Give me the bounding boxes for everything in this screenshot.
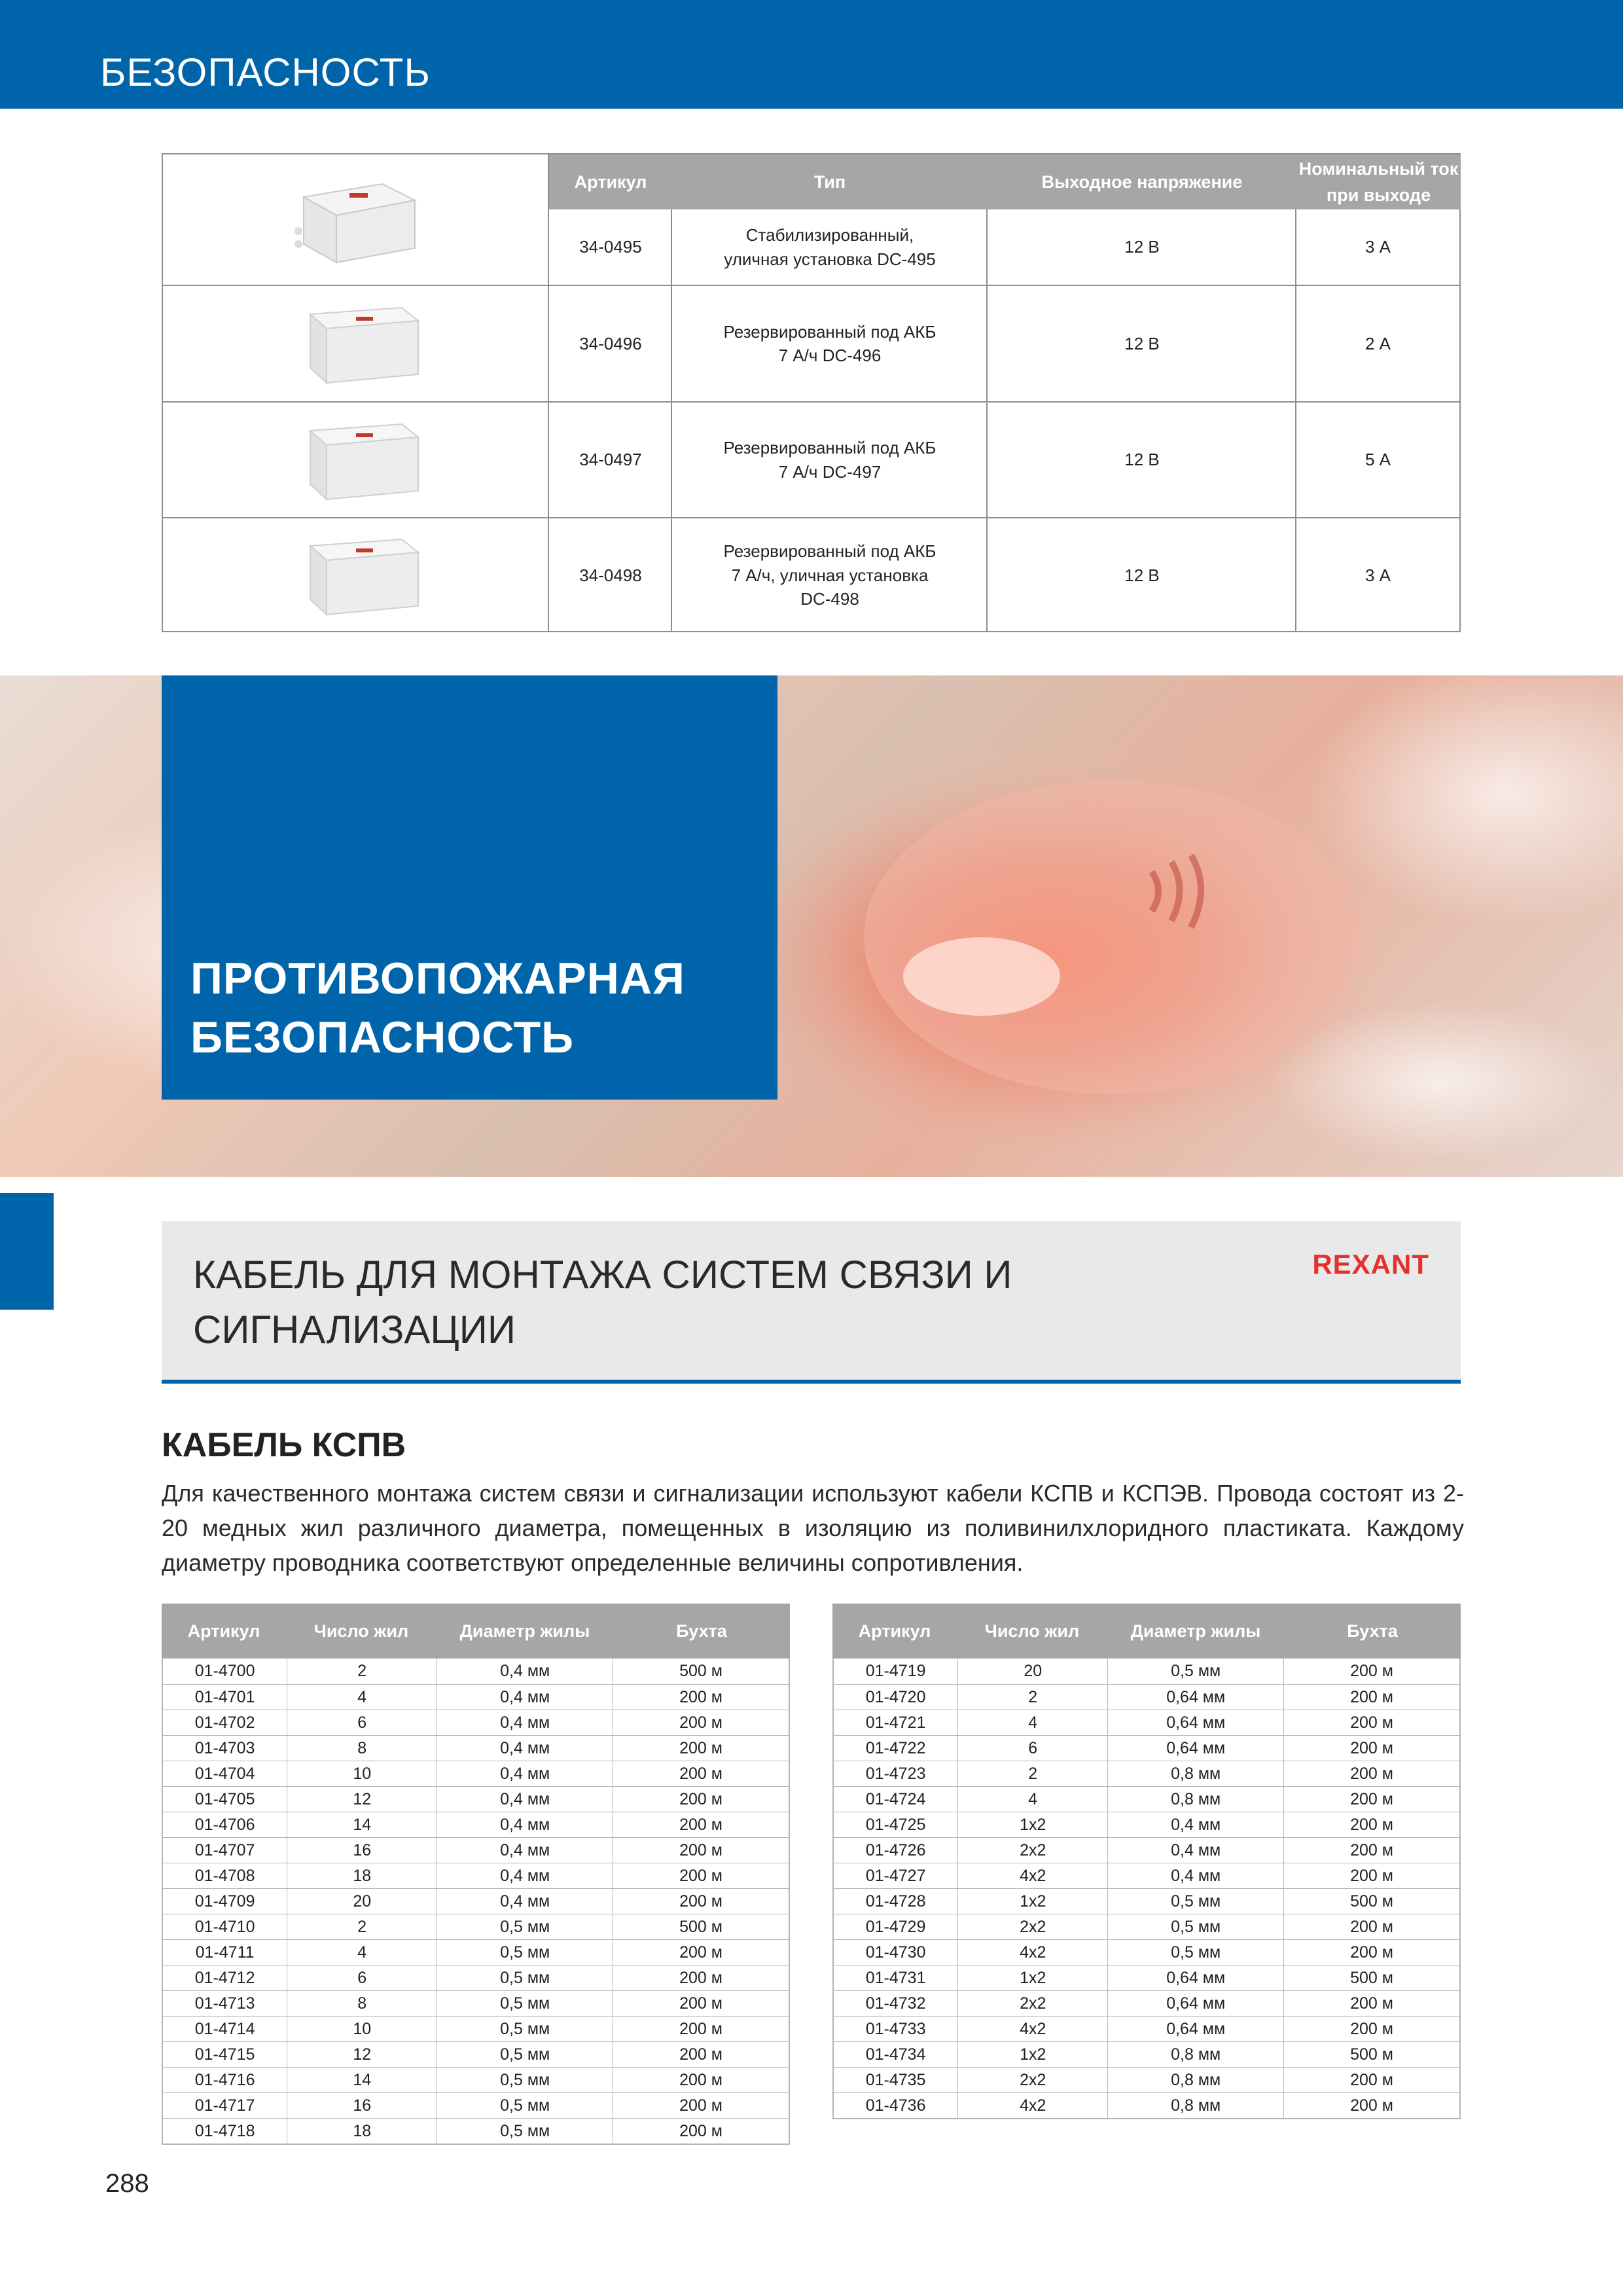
power-box-icon [277, 411, 435, 509]
product-image [163, 286, 549, 401]
cores-cell: 8 [287, 1736, 437, 1761]
article-cell: 01-4723 [865, 1764, 926, 1783]
cable-row [834, 1735, 1459, 1761]
cable-row [163, 2016, 789, 2041]
header-current: Номинальный ток при выходе [1298, 158, 1459, 205]
cores-cell: 14 [287, 1812, 437, 1837]
coil-cell: 500 м [613, 1914, 789, 1939]
article-cell: 01-4722 [865, 1738, 926, 1757]
coil-cell: 200 м [1283, 1659, 1459, 1684]
current-cell: 2 А [1364, 333, 1391, 353]
type-cell: Резервированный под АКБ 7 А/ч DC-496 [723, 321, 936, 365]
cable-row [834, 1684, 1459, 1710]
cores-cell: 4x2 [957, 1863, 1107, 1888]
article-cell: 01-4728 [865, 1892, 926, 1910]
cable-row [834, 2041, 1459, 2067]
cable-row [163, 2067, 789, 2092]
cores-cell: 4x2 [957, 2017, 1107, 2041]
cores-cell: 2x2 [957, 1991, 1107, 2016]
voltage-cell: 12 В [1124, 333, 1160, 353]
article-cell: 01-4729 [865, 1917, 926, 1936]
cores-cell: 14 [287, 2068, 437, 2092]
banner-title: ПРОТИВОПОЖАРНАЯ БЕЗОПАСНОСТЬ [190, 954, 685, 1063]
coil-cell: 200 м [1283, 1761, 1459, 1786]
cores-cell: 4 [287, 1940, 437, 1965]
coil-cell: 200 м [613, 2042, 789, 2067]
article-cell: 01-4730 [865, 1943, 926, 1962]
cable-row [834, 1786, 1459, 1812]
coil-cell: 200 м [613, 1761, 789, 1786]
header-article: Артикул [574, 171, 647, 192]
cores-cell: 4 [957, 1787, 1107, 1812]
power-box-icon [277, 295, 435, 393]
cores-cell: 2 [957, 1761, 1107, 1786]
cable-row [834, 2067, 1459, 2092]
cores-cell: 1x2 [957, 2042, 1107, 2067]
cable-table-right-header [832, 1604, 1461, 1659]
coil-cell: 200 м [613, 1889, 789, 1914]
cable-row [834, 1965, 1459, 1990]
cable-row [163, 1684, 789, 1710]
coil-cell: 200 м [613, 2119, 789, 2144]
header-type: Тип [813, 171, 846, 192]
diameter-cell: 0,5 мм [1107, 1889, 1283, 1914]
article-cell: 34-0498 [579, 565, 642, 585]
coil-cell: 200 м [613, 1787, 789, 1812]
cores-cell: 18 [287, 1863, 437, 1888]
diameter-cell: 0,8 мм [1107, 2068, 1283, 2092]
coil-cell: 200 м [613, 1736, 789, 1761]
diameter-cell: 0,8 мм [1107, 2042, 1283, 2067]
type-cell: Стабилизированный, уличная установка DC-495 [724, 225, 936, 269]
diameter-cell: 0,5 мм [437, 2068, 613, 2092]
cable-row [163, 1761, 789, 1786]
cable-row [834, 1863, 1459, 1888]
cable-row [834, 2016, 1459, 2041]
coil-cell: 200 м [613, 1812, 789, 1837]
coil-cell: 200 м [613, 1991, 789, 2016]
article-cell: 01-4718 [194, 2121, 255, 2140]
diameter-cell: 0,5 мм [437, 2119, 613, 2144]
coil-cell: 200 м [1283, 1863, 1459, 1888]
type-cell: Резервированный под АКБ 7 А/ч DC-497 [723, 438, 936, 482]
diameter-cell: 0,5 мм [437, 2093, 613, 2118]
cable-row [163, 1863, 789, 1888]
cores-cell: 4 [287, 1685, 437, 1710]
cable-table-left-header [162, 1604, 790, 1659]
cable-table-left-body [162, 1659, 790, 2145]
cable-row [163, 1735, 789, 1761]
coil-cell: 500 м [1283, 1965, 1459, 1990]
article-cell: 34-0497 [579, 450, 642, 470]
article-cell: 01-4720 [865, 1687, 926, 1706]
diameter-cell: 0,4 мм [437, 1685, 613, 1710]
cores-cell: 8 [287, 1991, 437, 2016]
header-diameter: Диаметр жилы [1130, 1621, 1261, 1641]
product-row [163, 517, 1459, 632]
type-cell: Резервированный под АКБ 7 А/ч, уличная установка DC-498 [723, 541, 936, 609]
article-cell: 01-4702 [194, 1713, 255, 1732]
header-coil: Бухта [1347, 1621, 1398, 1641]
voltage-cell: 12 В [1124, 237, 1160, 257]
cable-row [834, 2092, 1459, 2118]
cable-row [163, 1786, 789, 1812]
article-cell: 01-4725 [865, 1815, 926, 1834]
header-cores: Число жил [984, 1621, 1080, 1641]
current-cell: 3 А [1364, 237, 1391, 257]
side-tab-marker [0, 1193, 54, 1310]
diameter-cell: 0,5 мм [437, 1914, 613, 1939]
diameter-cell: 0,5 мм [437, 1991, 613, 2016]
diameter-cell: 0,5 мм [1107, 1914, 1283, 1939]
diameter-cell: 0,5 мм [1107, 1940, 1283, 1965]
diameter-cell: 0,64 мм [1107, 2017, 1283, 2041]
cores-cell: 4 [957, 1710, 1107, 1735]
coil-cell: 200 м [613, 1965, 789, 1990]
product-image [163, 518, 549, 632]
cores-cell: 20 [287, 1889, 437, 1914]
article-cell: 01-4735 [865, 2070, 926, 2089]
cable-row [163, 1837, 789, 1863]
coil-cell: 200 м [613, 1685, 789, 1710]
coil-cell: 200 м [1283, 1685, 1459, 1710]
current-cell: 3 А [1364, 565, 1391, 585]
coil-cell: 200 м [613, 1838, 789, 1863]
article-cell: 01-4709 [194, 1892, 255, 1910]
article-cell: 01-4727 [865, 1866, 926, 1885]
cable-row [163, 1812, 789, 1837]
article-heading: КАБЕЛЬ КСПВ [162, 1426, 406, 1464]
diameter-cell: 0,64 мм [1107, 1710, 1283, 1735]
diameter-cell: 0,64 мм [1107, 1965, 1283, 1990]
cores-cell: 1x2 [957, 1812, 1107, 1837]
cable-table-right-body [832, 1659, 1461, 2119]
cores-cell: 10 [287, 2017, 437, 2041]
article-cell: 01-4708 [194, 1866, 255, 1885]
article-cell: 01-4717 [194, 2096, 255, 2115]
cable-row [163, 2092, 789, 2118]
article-cell: 01-4731 [865, 1968, 926, 1987]
product-image [163, 403, 549, 517]
cable-row [834, 1761, 1459, 1786]
cores-cell: 2 [287, 1914, 437, 1939]
cable-row [163, 1710, 789, 1735]
coil-cell: 200 м [1283, 1787, 1459, 1812]
header-voltage: Выходное напряжение [1041, 171, 1243, 192]
diameter-cell: 0,4 мм [437, 1710, 613, 1735]
diameter-cell: 0,5 мм [437, 1965, 613, 1990]
cores-cell: 6 [957, 1736, 1107, 1761]
article-cell: 01-4713 [194, 1994, 255, 2013]
cable-row [834, 1710, 1459, 1735]
diameter-cell: 0,64 мм [1107, 1736, 1283, 1761]
cable-row [834, 1939, 1459, 1965]
fire-safety-banner [0, 675, 1623, 1177]
cores-cell: 2 [957, 1685, 1107, 1710]
article-cell: 01-4714 [194, 2019, 255, 2038]
article-cell: 34-0496 [579, 333, 642, 353]
coil-cell: 500 м [1283, 2042, 1459, 2067]
cores-cell: 16 [287, 2093, 437, 2118]
coil-cell: 200 м [613, 2093, 789, 2118]
cores-cell: 12 [287, 1787, 437, 1812]
diameter-cell: 0,4 мм [437, 1863, 613, 1888]
coil-cell: 200 м [1283, 2068, 1459, 2092]
cores-cell: 6 [287, 1710, 437, 1735]
header-cores: Число жил [313, 1621, 409, 1641]
article-cell: 01-4705 [194, 1789, 255, 1808]
header-article: Артикул [187, 1621, 260, 1641]
coil-cell: 200 м [1283, 2017, 1459, 2041]
article-cell: 01-4721 [865, 1713, 926, 1732]
coil-cell: 200 м [1283, 1914, 1459, 1939]
coil-cell: 500 м [613, 1659, 789, 1684]
diameter-cell: 0,8 мм [1107, 2093, 1283, 2118]
product-table [162, 153, 1461, 632]
cores-cell: 4x2 [957, 1940, 1107, 1965]
cores-cell: 4x2 [957, 2093, 1107, 2118]
current-cell: 5 А [1364, 450, 1391, 470]
diameter-cell: 0,5 мм [437, 2017, 613, 2041]
diameter-cell: 0,4 мм [437, 1761, 613, 1786]
cable-row [163, 1990, 789, 2016]
coil-cell: 200 м [613, 1863, 789, 1888]
diameter-cell: 0,4 мм [1107, 1812, 1283, 1837]
diameter-cell: 0,64 мм [1107, 1991, 1283, 2016]
section-header [162, 1221, 1461, 1384]
coil-cell: 200 м [1283, 2093, 1459, 2118]
cable-row [834, 1837, 1459, 1863]
article-cell: 01-4736 [865, 2096, 926, 2115]
product-row [163, 285, 1459, 401]
article-cell: 01-4715 [194, 2045, 255, 2064]
cable-row [163, 1888, 789, 1914]
diameter-cell: 0,4 мм [437, 1659, 613, 1684]
product-row [163, 401, 1459, 517]
diameter-cell: 0,64 мм [1107, 1685, 1283, 1710]
cores-cell: 10 [287, 1761, 437, 1786]
cable-row [163, 1965, 789, 1990]
cable-row [163, 1659, 789, 1684]
article-cell: 01-4726 [865, 1840, 926, 1859]
article-cell: 01-4707 [194, 1840, 255, 1859]
article-cell: 01-4710 [194, 1917, 255, 1936]
article-cell: 01-4703 [194, 1738, 255, 1757]
cable-row [163, 1914, 789, 1939]
diameter-cell: 0,8 мм [1107, 1787, 1283, 1812]
article-cell: 01-4704 [194, 1764, 255, 1783]
cable-row [834, 1914, 1459, 1939]
cores-cell: 2 [287, 1659, 437, 1684]
article-cell: 01-4732 [865, 1994, 926, 2013]
header-article: Артикул [858, 1621, 931, 1641]
rexant-logo: REXANT [1312, 1249, 1429, 1280]
diameter-cell: 0,5 мм [437, 2042, 613, 2067]
article-cell: 01-4734 [865, 2045, 926, 2064]
coil-cell: 200 м [613, 2017, 789, 2041]
product-table-header [549, 154, 1461, 209]
header-coil: Бухта [676, 1621, 727, 1641]
coil-cell: 200 м [1283, 1991, 1459, 2016]
coil-cell: 200 м [1283, 1940, 1459, 1965]
cores-cell: 2x2 [957, 1838, 1107, 1863]
article-cell: 01-4719 [865, 1662, 926, 1680]
diameter-cell: 0,4 мм [437, 1787, 613, 1812]
diameter-cell: 0,8 мм [1107, 1761, 1283, 1786]
coil-cell: 200 м [613, 2068, 789, 2092]
diameter-cell: 0,5 мм [1107, 1659, 1283, 1684]
diameter-cell: 0,4 мм [437, 1736, 613, 1761]
cable-row [834, 1812, 1459, 1837]
cores-cell: 6 [287, 1965, 437, 1990]
cable-table-left [162, 1604, 790, 2145]
power-box-icon [277, 526, 435, 624]
article-cell: 01-4733 [865, 2019, 926, 2038]
cable-row [834, 1888, 1459, 1914]
cores-cell: 1x2 [957, 1965, 1107, 1990]
article-cell: 01-4701 [194, 1687, 255, 1706]
diameter-cell: 0,4 мм [1107, 1838, 1283, 1863]
page-number: 288 [105, 2169, 149, 2198]
cores-cell: 1x2 [957, 1889, 1107, 1914]
coil-cell: 200 м [613, 1940, 789, 1965]
coil-cell: 200 м [613, 1710, 789, 1735]
coil-cell: 500 м [1283, 1889, 1459, 1914]
top-header-bar [0, 0, 1623, 109]
diameter-cell: 0,4 мм [437, 1838, 613, 1863]
coil-cell: 200 м [1283, 1710, 1459, 1735]
cable-row [834, 1990, 1459, 2016]
coil-cell: 200 м [1283, 1812, 1459, 1837]
voltage-cell: 12 В [1124, 565, 1160, 585]
diameter-cell: 0,4 мм [437, 1889, 613, 1914]
product-row [163, 209, 1459, 285]
page-header-title: БЕЗОПАСНОСТЬ [100, 50, 431, 94]
coil-cell: 200 м [1283, 1736, 1459, 1761]
article-cell: 01-4706 [194, 1815, 255, 1834]
section-title: КАБЕЛЬ ДЛЯ МОНТАЖА СИСТЕМ СВЯЗИ И СИГНАЛИЗАЦИИ [193, 1253, 1012, 1352]
article-cell: 01-4716 [194, 2070, 255, 2089]
article-cell: 01-4724 [865, 1789, 926, 1808]
cores-cell: 2x2 [957, 1914, 1107, 1939]
diameter-cell: 0,4 мм [1107, 1863, 1283, 1888]
article-cell: 01-4700 [194, 1662, 255, 1680]
cable-row [163, 2041, 789, 2067]
header-diameter: Диаметр жилы [459, 1621, 590, 1641]
coil-cell: 200 м [1283, 1838, 1459, 1863]
diameter-cell: 0,5 мм [437, 1940, 613, 1965]
article-text: Для качественного монтажа систем связи и сигнализации используют кабели КСПВ и КСПЭВ. Провода состоят из 2-20 медных жил различного диаметра, помещенных в изоляцию из поливинилхлоридного пластиката. Каждому диаметру проводника соответствуют определенные величины сопротивления. [162, 1480, 1464, 1576]
article-cell: 34-0495 [579, 237, 642, 257]
cores-cell: 16 [287, 1838, 437, 1863]
cable-row [163, 1939, 789, 1965]
cable-row [163, 2118, 789, 2144]
voltage-cell: 12 В [1124, 450, 1160, 470]
diameter-cell: 0,4 мм [437, 1812, 613, 1837]
cable-row [834, 1659, 1459, 1684]
cable-table-right [832, 1604, 1461, 2119]
banner-title-box [162, 675, 777, 1100]
article-cell: 01-4711 [195, 1943, 255, 1962]
cores-cell: 20 [957, 1659, 1107, 1684]
cores-cell: 18 [287, 2119, 437, 2144]
article-cell: 01-4712 [194, 1968, 255, 1987]
cores-cell: 2x2 [957, 2068, 1107, 2092]
cores-cell: 12 [287, 2042, 437, 2067]
